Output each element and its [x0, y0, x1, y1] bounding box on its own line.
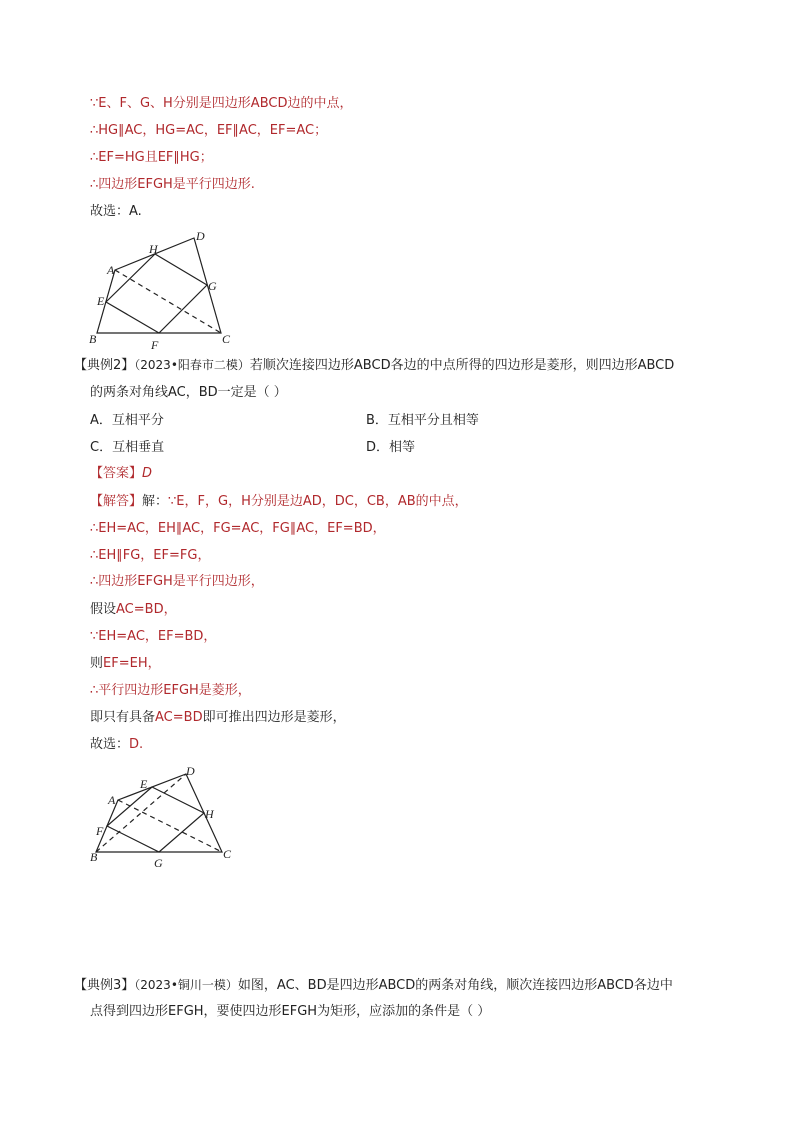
assume-condition: AC=BD，: [116, 602, 177, 617]
quad-efgh-2: [107, 787, 204, 852]
analysis-step-3: ∴EH∥FG，EF=FG，: [90, 548, 211, 563]
analysis-conclusion: [90, 736, 143, 754]
analysis-step-5: [90, 601, 177, 619]
vertex-d-label: D: [186, 764, 195, 778]
option-d: D．相等: [366, 440, 416, 455]
vertex-a-label: A: [107, 263, 115, 277]
vertex-h-label: H: [205, 807, 214, 821]
vertex-b-label: B: [89, 332, 97, 346]
example-3-stem-line-2: 点得到四边形EFGH，要使四边形EFGH为矩形，应添加的条件是（ ）: [90, 1004, 491, 1019]
example-2-stem-text: 若顺次连接四边形ABCD各边的中点所得的四边形是菱形，则四边形ABCD: [249, 358, 675, 373]
option-b: B．互相平分且相等: [366, 413, 479, 428]
choose-word: 故选：: [90, 737, 130, 752]
analysis-step-4: ∴四边形EFGH是平行四边形，: [90, 574, 264, 589]
vertex-a-label: A: [108, 793, 116, 807]
example-3-stem-text: 如图，AC、BD是四边形ABCD的两条对角线，顺次连接四边形ABCD各边中: [237, 978, 673, 993]
answer-value: D: [142, 466, 153, 481]
vertex-c-label: C: [223, 847, 232, 861]
vertex-e-label: E: [97, 294, 105, 308]
choose-value: D.: [129, 737, 144, 752]
analysis-step-7: [90, 655, 161, 673]
quad-efgh-1: [106, 254, 207, 333]
solution-line-1: ∵E、F、G、H分别是四边形ABCD边的中点，: [90, 96, 353, 111]
example-3-stem: [74, 976, 673, 995]
quad-abcd-1: [97, 238, 221, 333]
answer-line: [90, 465, 152, 483]
example-2-stem: [74, 356, 674, 375]
example-2-source: （2023•阳春市二模）: [134, 358, 250, 372]
analysis-line-1: [90, 493, 468, 511]
vertex-e-label: E: [140, 777, 148, 791]
vertex-b-label: B: [90, 850, 98, 864]
only-if-result: 即可推出四边形是菱形，: [202, 710, 346, 725]
example-3-tag: 【典例3】: [74, 978, 135, 993]
analysis-step-6: ∵EH=AC，EF=BD，: [90, 629, 217, 644]
analysis-step-1: ∵E，F，G，H分别是边AD，DC，CB，AB的中点，: [168, 494, 468, 509]
then-result: EF=EH，: [103, 656, 161, 671]
quadrilateral-figure-1: [85, 225, 245, 355]
solution-line-3: ∴EF=HG且EF∥HG；: [90, 150, 213, 165]
vertex-g-label: G: [154, 856, 163, 870]
only-if-condition: AC=BD: [155, 710, 203, 725]
solution-conclusion: 故选：A.: [90, 204, 142, 219]
analysis-step-9: [90, 709, 346, 727]
option-a: A．互相平分: [90, 413, 164, 428]
vertex-g-label: G: [208, 279, 217, 293]
only-if-word: 即只有具备: [90, 710, 156, 725]
solution-line-4: ∴四边形EFGH是平行四边形.: [90, 177, 255, 192]
answer-tag: 【答案】: [90, 466, 143, 481]
analysis-tag: 【解答】: [90, 494, 143, 509]
analysis-step-8: ∴平行四边形EFGH是菱形，: [90, 683, 251, 698]
example-3-source: （2023•铜川一模）: [134, 978, 238, 992]
assume-word: 假设: [90, 602, 117, 617]
example-2-tag: 【典例2】: [74, 358, 135, 373]
vertex-h-label: H: [149, 242, 158, 256]
analysis-start: 解：: [142, 494, 169, 509]
solution-line-2: ∴HG∥AC，HG=AC，EF∥AC，EF=AC；: [90, 123, 328, 138]
analysis-step-2: ∴EH=AC，EH∥AC，FG=AC，FG∥AC，EF=BD，: [90, 521, 386, 536]
vertex-d-label: D: [196, 229, 205, 243]
vertex-f-label: F: [151, 338, 159, 352]
then-word: 则: [90, 656, 104, 671]
example-2-stem-line-2: 的两条对角线AC，BD一定是（ ）: [90, 385, 287, 400]
quadrilateral-figure-2: [88, 760, 248, 870]
option-c: C．互相垂直: [90, 440, 165, 455]
vertex-c-label: C: [222, 332, 231, 346]
vertex-f-label: F: [96, 824, 104, 838]
